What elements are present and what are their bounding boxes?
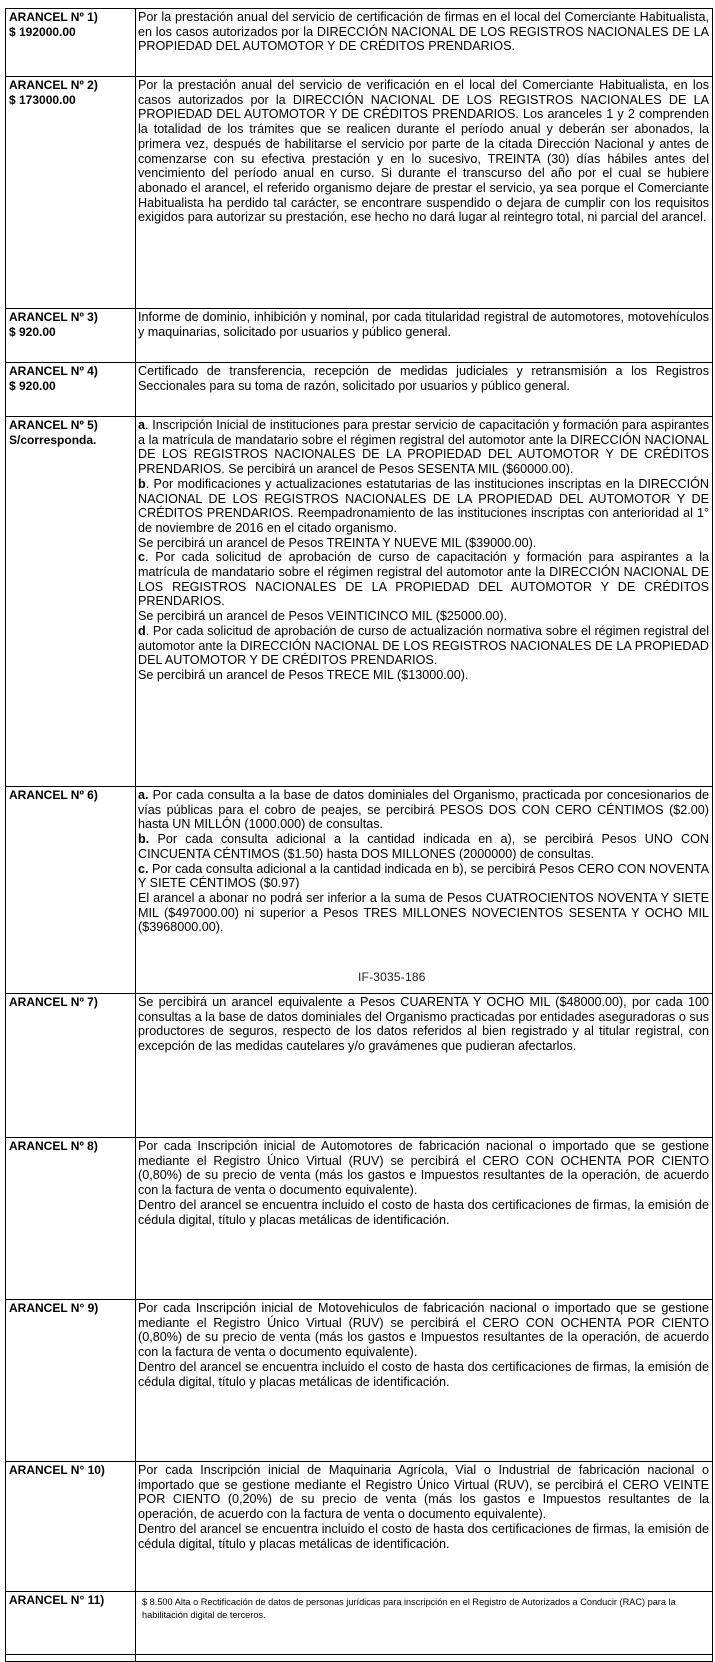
arancel-paragraph <box>138 609 709 624</box>
item-letter: d <box>138 623 146 638</box>
paragraph-text: Por cada consulta a la base de datos dominiales del Organismo, practicada por concesionarios de vías públicas para el cobro de peajes, se percibirá PESOS DOS CON CERO CÉNTIMOS ($2.00) hasta UN MILLÓN (1000.000) de consultas. <box>138 788 709 832</box>
arancel-label-cell <box>6 1138 136 1300</box>
paragraph-text: Se percibirá un arancel equivalente a Pesos CUARENTA Y OCHO MIL ($48000.00), por cada 100 consultas a la base de datos dominiales del Organismo practicadas por entidades aseguradoras o sus productores de seguros, respecto de los datos referidos al bien registrado y al titular registral, con excepción de las medidas cautelares y/o gravámenes que pudieran afectarlos. <box>138 995 709 1054</box>
paragraph-text: Certificado de transferencia, recepción de medidas judiciales y retransmisión a los Registros Seccionales para su toma de razón, solicitado por usuarios y público general. <box>138 364 709 393</box>
paragraph-text: . Por modificaciones y actualizaciones estatutarias de las instituciones inscriptas en la DIRECCIÓN NACIONAL DE LOS REGISTROS NACIONALES DE LA PROPIEDAD DEL AUTOMOTOR Y DE CRÉDITOS PRENDARIOS. Reempadronamiento de las instituciones inscriptas con anterioridad al 1° de noviembre de 2016 en el citado organismo. <box>138 476 709 535</box>
item-letter: b. <box>138 832 150 847</box>
arancel-paragraph <box>138 1198 709 1227</box>
arancel-description-cell <box>136 417 713 787</box>
arancel-paragraph <box>138 995 709 1054</box>
arancel-amount: $ 920.00 <box>9 379 56 393</box>
paragraph-text: Por la prestación anual del servicio de certificación de firmas en el local del Comerciante Habitualista, en los casos autorizados por la DIRECCIÓN NACIONAL DE LOS REGISTROS NACIONALES DE LA PROPIEDAD DEL AUTOMOTOR Y DE CRÉDITOS PRENDARIOS. <box>138 10 709 54</box>
arancel-number: ARANCEL Nº 6) <box>9 788 98 802</box>
arancel-paragraph <box>138 10 709 54</box>
arancel-number: ARANCEL Nº 8) <box>9 1139 98 1153</box>
arancel-row <box>6 1300 713 1462</box>
arancel-paragraph <box>138 550 709 609</box>
arancel-paragraph <box>138 624 709 668</box>
paragraph-text: Por cada Inscripción inicial de Automotores de fabricación nacional o importado que se gestione mediante el Registro Único Virtual (RUV) se percibirá el CERO CON OCHENTA POR CIENTO (0,80%) de su precio de venta (más los gastos e Impuestos resultantes de la operación, de acuerdo con la factura de venta o documento equivalente). <box>138 1139 709 1198</box>
arancel-label-cell <box>6 994 136 1138</box>
paragraph-text: Se percibirá un arancel de Pesos TREINTA Y NUEVE MIL ($39000.00). <box>138 535 537 550</box>
empty-row <box>6 1655 713 1662</box>
arancel-description-cell <box>136 9 713 77</box>
label-empty-cell <box>6 1655 136 1662</box>
arancel-label-cell <box>6 309 136 363</box>
arancel-label-cell <box>6 1462 136 1592</box>
paragraph-text: Dentro del arancel se encuentra incluido el costo de hasta dos certificaciones de firmas, la emisión de cédula digital, título y placas metálicas de identificación. <box>138 1197 709 1227</box>
arancel-number: ARANCEL Nº 7) <box>9 995 98 1009</box>
arancel-label-cell <box>6 363 136 417</box>
arancel-number: ARANCEL Nº 5) <box>9 418 98 432</box>
paragraph-text: $ 8.500 Alta o Rectificación de datos de personas jurídicas para inscripción en el Registro de Autorizados a Conducir (RAC) para la habilitación digital de terceros. <box>142 1597 676 1620</box>
arancel-row <box>6 9 713 77</box>
document-stamp: IF-3035-186 <box>358 970 426 984</box>
arancel-row <box>6 787 713 994</box>
arancel-description-cell <box>136 77 713 309</box>
arancel-paragraph <box>138 1139 709 1198</box>
arancel-label-cell <box>6 787 136 994</box>
arancel-paragraph <box>138 1522 709 1551</box>
arancel-number: ARANCEL Nº 1) <box>9 10 98 24</box>
paragraph-text: . Inscripción Inicial de instituciones para prestar servicio de capacitación y formación para aspirantes a la matrícula de mandatario sobre el régimen registral del automotor ante la DIRECCIÓN NACIONAL DE LOS REGISTROS NACIONALES DE LA PROPIEDAD DEL AUTOMOTOR Y DE CRÉDITOS PRENDARIOS. Se percibirá un arancel de Pesos SESENTA MIL ($60000.00). <box>138 418 709 477</box>
arancel-number: ARANCEL N° 9) <box>9 1301 99 1315</box>
arancel-number: ARANCEL Nº 3) <box>9 310 98 324</box>
arancel-row <box>6 363 713 417</box>
arancel-number: ARANCEL Nº 2) <box>9 78 98 92</box>
paragraph-text: . Por cada solicitud de aprobación de curso de capacitación y formación para aspirantes a la matrícula de mandatario sobre el régimen registral del automotor ante la DIRECCIÓN NACIONAL DE LOS REGISTROS NACIONALES DE LA PROPIEDAD DEL AUTOMOTOR Y DE CRÉDITOS PRENDARIOS. <box>138 550 709 609</box>
arancel-row <box>6 1592 713 1655</box>
arancel-description-cell <box>136 994 713 1138</box>
arancel-label-cell <box>6 1300 136 1462</box>
arancel-label-cell <box>6 77 136 309</box>
arancel-row <box>6 417 713 787</box>
paragraph-text: Por la prestación anual del servicio de verificación en el local del Comerciante Habitualista, en los casos autorizados por la DIRECCIÓN NACIONAL DE LOS REGISTROS NACIONALES DE LA PROPIEDAD DEL AUTOMOTOR Y DE CRÉDITOS PRENDARIOS. Los aranceles 1 y 2 comprenden la totalidad de los trámites que se realicen durante el período anual y deberán ser abonados, la primera vez, después de habilitarse el servicio por parte de la citada Dirección Nacional y antes de comenzarse con su efectiva prestación y en lo sucesivo, TREINTA (30) días hábiles antes del vencimiento del período anual en curso. Si durante el transcurso del año por el cual se hubiere abonado el arancel, el referido organismo dejare de prestar el servicio, ya sea porque el Comerciante Habitualista ha perdido tal carácter, se encontrare suspendido o dejara de cumplir con los requisitos exigidos para autorizar su prestación, ese hecho no dará lugar al reintegro total, ni parcial del arancel. <box>138 78 709 225</box>
arancel-amount: $ 920.00 <box>9 325 56 339</box>
arancel-description-cell <box>136 787 713 994</box>
arancel-paragraph <box>138 418 709 477</box>
item-letter: a. <box>138 788 149 802</box>
paragraph-text: Por cada Inscripción inicial de Maquinaria Agrícola, Vial o Industrial de fabricación nacional o importado que se gestione mediante el Registro Único Virtual (RUV), se percibirá el CERO VEINTE POR CIENTO (0,20%) de su precio de venta (más los gastos e Impuestos resultantes de la operación, de acuerdo con la factura de venta o documento equivalente). <box>138 1463 709 1522</box>
item-letter: b <box>138 476 146 491</box>
arancel-paragraph <box>138 1301 709 1360</box>
arancel-description-cell <box>136 1138 713 1300</box>
item-letter: a <box>138 418 146 432</box>
paragraph-text: Dentro del arancel se encuentra incluido el costo de hasta dos certificaciones de firmas, la emisión de cédula digital, título y placas metálicas de identificación. <box>138 1521 709 1551</box>
arancel-paragraph <box>138 536 709 551</box>
arancel-amount: $ 173000.00 <box>9 93 76 107</box>
arancel-description-cell <box>136 1300 713 1462</box>
arancel-paragraph <box>138 891 709 935</box>
arancel-row <box>6 994 713 1138</box>
arancel-paragraph <box>138 862 709 891</box>
item-letter: c. <box>138 861 149 876</box>
arancel-paragraph <box>138 1360 709 1389</box>
paragraph-text: . Por cada solicitud de aprobación de curso de actualización normativa sobre el régimen registral del automotor ante la DIRECCIÓN NACIONAL DE LOS REGISTROS NACIONALES DE LA PROPIEDAD DEL AUTOMOTOR Y DE CRÉDITOS PRENDARIOS. <box>138 623 709 668</box>
paragraph-text: Se percibirá un arancel de Pesos VEINTICINCO MIL ($25000.00). <box>138 609 508 624</box>
arancel-paragraph <box>138 668 709 683</box>
paragraph-text: Dentro del arancel se encuentra incluido el costo de hasta dos certificaciones de firmas, la emisión de cédula digital, título y placas metálicas de identificación. <box>138 1359 709 1389</box>
arancel-number: ARANCEL Nº 4) <box>9 364 98 378</box>
arancel-description-cell <box>136 309 713 363</box>
paragraph-text: Por cada consulta adicional a la cantidad indicada en a), se percibirá Pesos UNO CON CINCUENTA CÉNTIMOS ($1.50) hasta DOS MILLONES (2000000) de consultas. <box>138 832 709 861</box>
arancel-row <box>6 77 713 309</box>
arancel-row <box>6 1462 713 1592</box>
arancel-row <box>6 1138 713 1300</box>
arancel-row <box>6 309 713 363</box>
arancel-paragraph <box>138 832 709 861</box>
arancel-description-cell <box>136 1592 713 1655</box>
arancel-paragraph <box>138 310 709 339</box>
arancel-label-cell <box>6 9 136 77</box>
paragraph-text: Por cada Inscripción inicial de Motovehiculos de fabricación nacional o importado que se gestione mediante el Registro Único Virtual (RUV) se percibirá el CERO CON OCHENTA POR CIENTO (0,80%) de su precio de venta (más los gastos e Impuestos resultantes de la operación, de acuerdo con la factura de venta o documento equivalente). <box>138 1301 709 1360</box>
paragraph-text: Se percibirá un arancel de Pesos TRECE MIL ($13000.00). <box>138 667 469 682</box>
arancel-amount: S/corresponda. <box>9 433 97 447</box>
arancel-description-cell <box>136 363 713 417</box>
arancel-paragraph <box>142 1596 706 1622</box>
arancel-paragraph <box>138 788 709 832</box>
arancel-paragraph <box>138 477 709 536</box>
aranceles-table-body <box>6 9 713 1662</box>
arancel-number: ARANCEL N° 11) <box>9 1593 105 1607</box>
paragraph-text: Por cada consulta adicional a la cantidad indicada en b), se percibirá Pesos CERO CON NOVENTA Y SIETE CÉNTIMOS ($0.97) <box>138 861 709 891</box>
item-letter: c <box>138 550 146 565</box>
arancel-description-cell <box>136 1462 713 1592</box>
arancel-label-cell <box>6 417 136 787</box>
paragraph-text: Informe de dominio, inhibición y nominal, por cada titularidad registral de automotores, motovehículos y maquinarias, solicitado por usuarios y público general. <box>138 310 709 339</box>
paragraph-text: El arancel a abonar no podrá ser inferior a la suma de Pesos CUATROCIENTOS NOVENTA Y SIETE MIL ($497000.00) ni superior a Pesos TRES MILLONES NOVECIENTOS SESENTA Y OCHO MIL ($3968000.00). <box>138 890 709 935</box>
arancel-paragraph <box>138 364 709 393</box>
arancel-paragraph <box>138 1463 709 1522</box>
text-empty-cell <box>136 1655 713 1662</box>
arancel-amount: $ 192000.00 <box>9 25 76 39</box>
aranceles-table <box>5 8 713 1662</box>
arancel-number: ARANCEL N° 10) <box>9 1463 105 1477</box>
arancel-label-cell <box>6 1592 136 1655</box>
arancel-paragraph <box>138 78 709 225</box>
